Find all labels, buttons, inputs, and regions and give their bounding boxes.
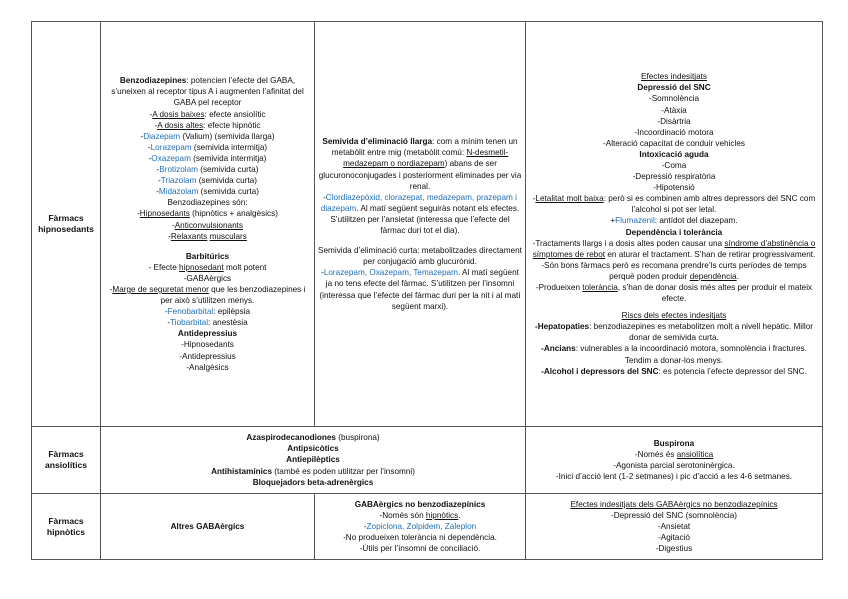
risk-item: -Hepatopaties: benzodiazepines es metabolitzen molt a nivell hepàtic. Millor donar de semivida curta. [534,322,814,343]
cell-anxiolytic-classes [101,427,526,494]
dependence-item: -Són bons fàrmacs però es recomana prendre’ls curts períodes de temps perquè poden produir dependència. [541,260,807,281]
bz-are-item: -Anticonvulsionants [171,220,243,230]
acute-item: -Coma [661,160,687,170]
row-label-text: Fàrmacs ansiolítics [44,449,88,470]
bz-dose-high: -A dosis altes: efecte hipnòtic [154,120,261,130]
row-label-hipnosedants [32,22,101,427]
snc-item: -Incoordinació motora [634,127,714,137]
anxiolytic-class: Antipsicòtics [287,444,339,454]
acute-item: -Depressió respiratòria [632,172,716,182]
non-bz-item: -No produeixen tolerància ni dependència. [343,533,497,543]
cell-other-gabaergics [101,494,315,560]
buspirone-item: -Agonista parcial serotoninèrgica. [613,461,735,470]
side-effects-title: Efectes indesitjats [641,72,707,82]
short-half-life: Semivida d’eliminació curta: metabolitzades directament per conjugació amb glucurònid. [318,246,522,267]
dependence-item: -Tractaments llargs i a dosis altes poden causar una síndrome d’abstinència o símptomes de rebot en aturar el tractament. S’han de retirar progressivament. [532,238,816,259]
snc-item: -Alteració capacitat de conduir vehicles [603,138,745,148]
cell-non-bz-gabaergics [315,494,526,560]
bz-drug: -Lorazepam (semivida intermitja) [147,142,268,152]
cell-half-life [315,22,526,427]
bz-drug: -Diazepam (Valium) (semivida llarga) [140,131,275,141]
buspirone-title: Buspirona [653,438,695,448]
risk-item: -Alcohol i depressors del SNC: es potencia l’efecte depressor del SNC. [541,366,807,376]
risks-title: Riscs dels efectes indesitjats [621,311,727,321]
barb-item: -Marge de seguretat menor que les benzodiazepines i per això s’utilitzen menys. [109,284,306,306]
acute-title: Intoxicació aguda [639,149,709,159]
non-bz-item: -Només són hipnòtics. [379,510,461,520]
antidep-item: -Analgèsics [186,362,229,372]
acute-item: -Hipotensió [653,183,695,193]
short-half-life-drugs: -Lorazepam, Oxazepam, Temazepam. Al matí següent ja no tens efecte del fàrmac. S’utilitzen per l’insomni (interessa que l’efecte del fàrmac duri per la nit i al matí següent marxi). [319,268,521,311]
dependence-item: -Produeixen tolerància, s’han de donar dosis més altes per produir el mateix efecte. [535,283,813,304]
antidep-title: Antidepressius [177,329,238,339]
non-bz-title: GABAèrgics no benzodiazepínics [354,499,486,509]
anxiolytic-class: Azaspirodecanodiones (buspirona) [246,433,380,443]
long-half-life-drugs: -Clordiazepòxid, clorazepat, medazepam, prazepam i diazepam. Al matí següent seguiràs notant els efectes. S’utilitzen per l’ansietat (interessa que l’efecte del fàrmac duri tot el dia). [320,192,520,236]
barb-item: - Efecte hipnosedant molt potent [148,262,267,272]
row-ansiolitics [32,427,823,494]
dependence-title: Dependència i tolerància [625,227,723,237]
buspirone-item: -Inici d’acció lent (1-2 setmanes) i pic d’acció a les 4-6 setmanes. [555,472,793,482]
antidep-item: -Hipnosedants [181,340,234,350]
bz-are-item: -Hipnosedants (hipnòtics + analgèsics) [137,209,278,219]
pharmacology-table [31,21,823,560]
bz-are-title: Benzodiazepines són: [167,198,248,208]
bz-are-item: -Relaxants musculars [168,231,247,241]
acute-lethality: -Letalitat molt baixa: però si es combinen amb altres depressors del SNC com l’alcohol si pot ser letal. [532,194,816,215]
non-bz-item: -Útils per l’insomni de conciliació. [359,544,481,554]
cell-buspirone [526,427,823,494]
bz-drug: -Midazolam (semivida curta) [156,187,259,197]
antidote: +Flumazenil: antídot del diazepam. [610,216,738,226]
barb-title: Barbitúrics [185,251,230,261]
anxiolytic-class: Bloquejadors beta-adrenèrgics [252,477,374,487]
row-hipnosedants [32,22,823,427]
non-bz-side-effect: -Agitació [658,533,690,543]
snc-item: -Disàrtria [657,116,691,126]
snc-title: Depressió del SNC [637,83,711,93]
barb-item: -GABAèrgics [183,273,232,283]
non-bz-side-effect: -Digestius [655,544,693,554]
bz-drug: -Triazolam (semivida curta) [158,176,257,186]
bz-intro: Benzodiazepines: potencien l’efecte del GABA, s’uneixen al receptor tipus A i augmenten l’afinitat del GABA pel receptor [111,76,304,108]
row-label-hipnotics [32,494,101,560]
bz-dose-low: -A dosis baixes: efecte ansiolític [149,109,266,119]
row-label-text: Fàrmacs hipnòtics [46,515,86,537]
long-half-life: Semivida d’eliminació llarga: com a mínim tenen un metabòlit entre mig (metabòlit comú: N-desmetil-medazepam o nordiazepam) abans de ser glucuronoconjugades i posteriorment eliminades per via renal. [318,137,522,191]
buspirone-item: -Només és ansiolítica [634,449,714,459]
bz-drug: -Brotizolam (semivida curta) [156,165,259,175]
risk-item: -Ancians: vulnerables a la incoordinació motora, somnolència i fractures. Tendim a donar-los menys. [541,344,807,365]
snc-item: -Atàxia [661,105,687,115]
cell-side-effects [526,22,823,427]
non-bz-drugs: -Zopiclona, Zolpidem, Zaleplon [363,521,477,531]
cell-benzodiazepines [101,22,315,427]
snc-item: -Somnolència [648,94,700,104]
other-gabaergics-label: Altres GABAèrgics [170,521,245,531]
bz-drug: -Oxazepam (semivida intermitja) [148,153,267,163]
barb-drug: -Tiobarbital: anestèsia [167,318,248,328]
row-label-ansiolitics [32,427,101,494]
cell-non-bz-side-effects [526,494,823,560]
non-bz-side-effect: -Ansietat [657,521,691,531]
anxiolytic-class: Antihistamínics (també es poden utilitzar per l’insomni) [211,466,415,476]
anxiolytic-class: Antiepilèptics [286,455,340,465]
antidep-item: -Antidepressius [179,351,236,361]
row-label-text: Fàrmacs hipnosedants [38,213,94,234]
row-hipnotics [32,494,823,560]
non-bz-side-effect: -Depressió del SNC (somnolència) [610,510,738,520]
barb-drug: -Fenobarbital: epilèpsia [164,307,251,317]
non-bz-side-effects-title: Efectes indesitjats dels GABAèrgics no benzodiazepínics [570,499,778,509]
